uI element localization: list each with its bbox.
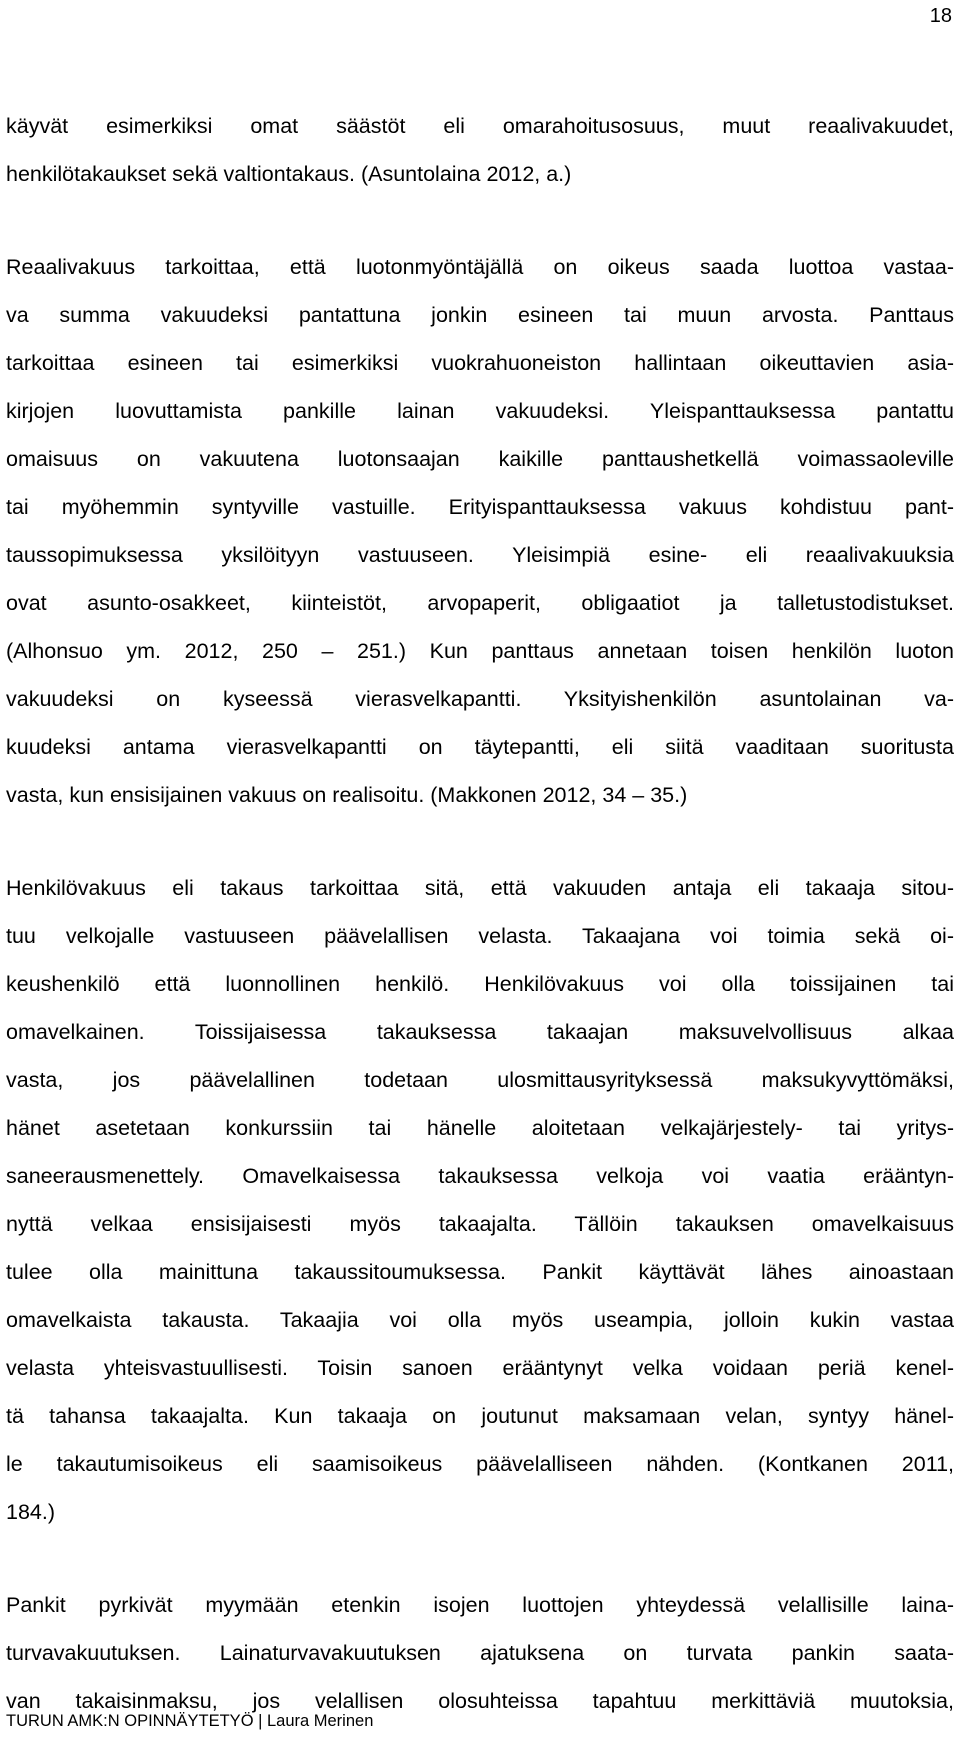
text-line: saneerausmenettely. Omavelkaisessa takauksessa velkoja voi vaatia erääntyn- <box>6 1164 954 1188</box>
text-line: Pankit pyrkivät myymään etenkin isojen luottojen yhteydessä velallisille laina- <box>6 1593 954 1617</box>
paragraph <box>6 1581 954 1725</box>
text-line: va summa vakuudeksi pantattuna jonkin esineen tai muun arvosta. Panttaus <box>6 303 954 327</box>
text-line: taussopimuksessa yksilöityyn vastuuseen. Yleisimpiä esine- eli reaalivakuuksia <box>6 543 954 567</box>
text-line: hänet asetetaan konkurssiin tai hänelle aloitetaan velkajärjestely- tai yritys- <box>6 1116 954 1140</box>
page-number: 18 <box>929 5 952 27</box>
paragraph <box>6 864 954 1536</box>
text-line: Reaalivakuus tarkoittaa, että luotonmyöntäjällä on oikeus saada luottoa vastaa- <box>6 255 954 279</box>
text-line: omaisuus on vakuutena luotonsaajan kaikille panttaushetkellä voimassaoleville <box>6 447 954 471</box>
text-line: nyttä velkaa ensisijaisesti myös takaajalta. Tällöin takauksen omavelkaisuus <box>6 1212 954 1236</box>
paragraph <box>6 102 954 198</box>
text-line: keushenkilö että luonnollinen henkilö. Henkilövakuus voi olla toissijainen tai <box>6 972 954 996</box>
footer: TURUN AMK:N OPINNÄYTETYÖ | Laura Merinen <box>6 1712 374 1730</box>
text-line: van takaisinmaksu, jos velallisen olosuhteissa tapahtuu merkittäviä muutoksia, <box>6 1689 954 1713</box>
text-line: kuudeksi antama vierasvelkapantti on täytepantti, eli siitä vaaditaan suoritusta <box>6 735 954 759</box>
text-line: turvavakuutuksen. Lainaturvavakuutuksen ajatuksena on turvata pankin saata- <box>6 1641 954 1665</box>
text-line: le takautumisoikeus eli saamisoikeus päävelalliseen nähden. (Kontkanen 2011, <box>6 1452 954 1476</box>
text-line: Henkilövakuus eli takaus tarkoittaa sitä, että vakuuden antaja eli takaaja sitou- <box>6 876 954 900</box>
text-line: tulee olla mainittuna takaussitoumuksessa. Pankit käyttävät lähes ainoastaan <box>6 1260 954 1284</box>
text-line: henkilötakaukset sekä valtiontakaus. (Asuntolaina 2012, a.) <box>6 162 572 186</box>
text-line: 184.) <box>6 1500 56 1524</box>
text-line: tarkoittaa esineen tai esimerkiksi vuokrahuoneiston hallintaan oikeuttavien asia- <box>6 351 954 375</box>
text-line: vakuudeksi on kyseessä vierasvelkapantti. Yksityishenkilön asuntolainan va- <box>6 687 954 711</box>
text-line: tä tahansa takaajalta. Kun takaaja on joutunut maksamaan velan, syntyy hänel- <box>6 1404 954 1428</box>
text-line: omavelkaista takausta. Takaajia voi olla myös useampia, jolloin kukin vastaa <box>6 1308 954 1332</box>
paragraph <box>6 243 954 819</box>
text-line: tuu velkojalle vastuuseen päävelallisen velasta. Takaajana voi toimia sekä oi- <box>6 924 954 948</box>
text-line: kirjojen luovuttamista pankille lainan vakuudeksi. Yleispanttauksessa pantattu <box>6 399 954 423</box>
text-line: käyvät esimerkiksi omat säästöt eli omarahoitusosuus, muut reaalivakuudet, <box>6 114 954 138</box>
text-line: vasta, kun ensisijainen vakuus on realisoitu. (Makkonen 2012, 34 – 35.) <box>6 783 688 807</box>
text-line: tai myöhemmin syntyville vastuille. Erityispanttauksessa vakuus kohdistuu pant- <box>6 495 954 519</box>
text-line: ovat asunto-osakkeet, kiinteistöt, arvopaperit, obligaatiot ja talletustodistukset. <box>6 591 954 615</box>
text-line: (Alhonsuo ym. 2012, 250 – 251.) Kun panttaus annetaan toisen henkilön luoton <box>6 639 954 663</box>
text-line: omavelkainen. Toissijaisessa takauksessa takaajan maksuvelvollisuus alkaa <box>6 1020 954 1044</box>
text-line: velasta yhteisvastuullisesti. Toisin sanoen erääntynyt velka voidaan periä kenel- <box>6 1356 954 1380</box>
body-text <box>6 102 954 1725</box>
text-line: vasta, jos päävelallinen todetaan ulosmittausyrityksessä maksukyvyttömäksi, <box>6 1068 954 1092</box>
